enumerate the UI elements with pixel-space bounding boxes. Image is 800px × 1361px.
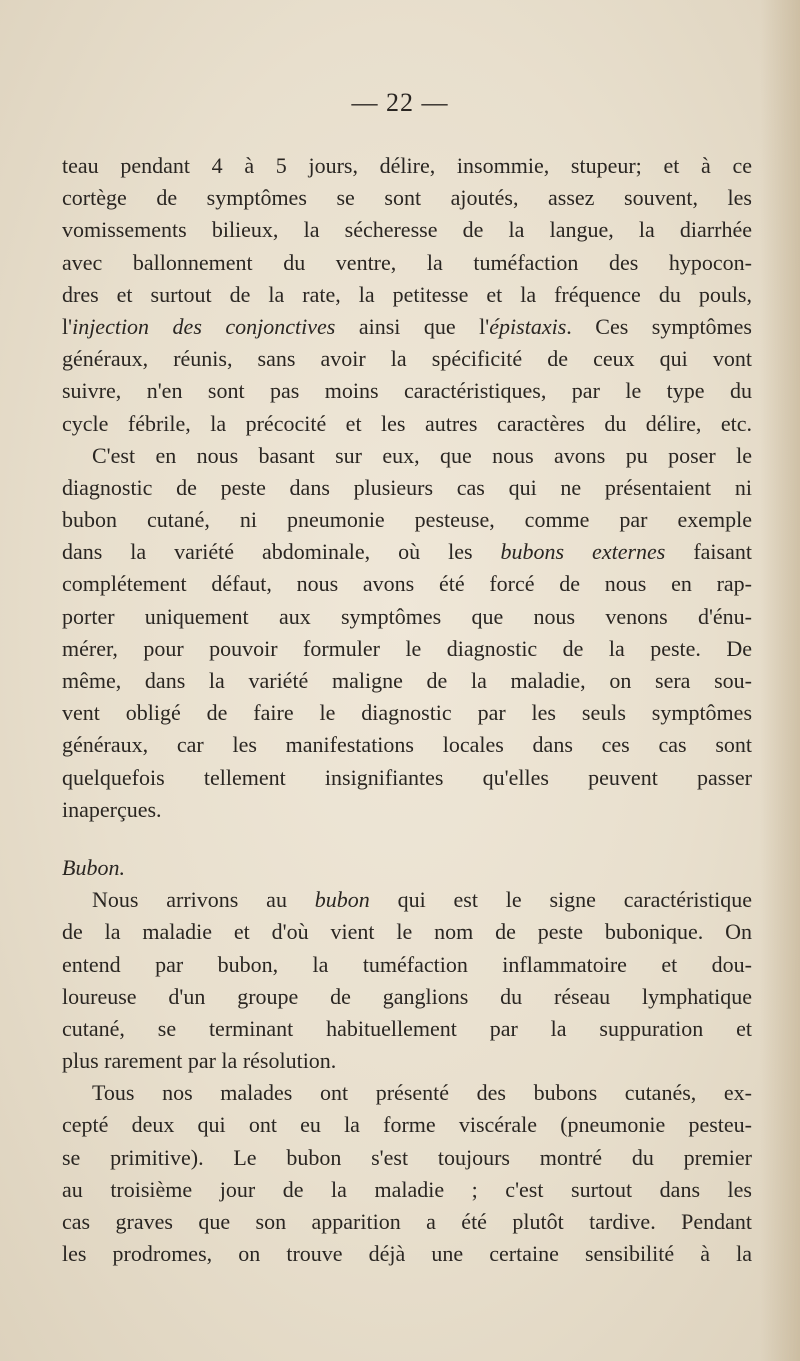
- text-run: Nous arrivons au: [92, 887, 315, 913]
- text-line: inaperçues.: [62, 796, 162, 822]
- italic-term-bubons-externes: bubons externes: [500, 539, 666, 565]
- text-line: entend par bubon, la tuméfaction inflammatoire et dou-: [62, 951, 752, 977]
- text-run: dans la variété abdominale, où les: [62, 539, 501, 565]
- text-line: dres et surtout de la rate, la petitesse et la fréquence du pouls,: [62, 281, 752, 307]
- text-line: complétement défaut, nous avons été forcé de nous en rap-: [62, 571, 752, 597]
- text-line: loureuse d'un groupe de ganglions du réseau lymphatique: [62, 983, 752, 1009]
- body-text: [62, 150, 752, 1270]
- text-line: [62, 536, 752, 568]
- text-line: se primitive). Le bubon s'est toujours montré du premier: [62, 1144, 752, 1170]
- paragraph-symptoms: [62, 150, 752, 826]
- text-line: bubon cutané, ni pneumonie pesteuse, comme par exemple: [62, 507, 752, 533]
- text-line: vent obligé de faire le diagnostic par les seuls symptômes: [62, 700, 752, 726]
- text-line: cas graves que son apparition a été plutôt tardive. Pendant: [62, 1209, 752, 1234]
- text-run: l': [62, 313, 73, 339]
- text-line: plus rarement par la résolution.: [62, 1048, 337, 1074]
- text-line: au troisième jour de la maladie ; c'est surtout dans les: [62, 1176, 752, 1202]
- text-line: généraux, réunis, sans avoir la spécificité de ceux qui vont: [62, 346, 752, 372]
- text-line: cortège de symptômes se sont ajoutés, assez souvent, les: [62, 185, 752, 211]
- text-line: cycle fébrile, la précocité et les autres caractères du délire, etc.: [62, 410, 752, 436]
- text-line: même, dans la variété maligne de la maladie, on sera sou-: [62, 668, 752, 693]
- italic-term-bubon: bubon: [314, 887, 370, 913]
- italic-term-epistaxis: épistaxis: [489, 313, 567, 339]
- text-line: cutané, se terminant habituellement par la suppuration et: [62, 1015, 752, 1041]
- paragraph-bubon-observations: [62, 1077, 752, 1270]
- section-heading-bubon: Bubon.: [62, 854, 125, 880]
- page-edge-shadow: [760, 0, 800, 1361]
- text-line: diagnostic de peste dans plusieurs cas qui ne présentaient ni: [62, 474, 752, 500]
- text-line: généraux, car les manifestations locales dans ces cas sont: [62, 732, 752, 758]
- text-line: [62, 884, 752, 916]
- text-line: Tous nos malades ont présenté des bubons cutanés, ex-: [92, 1080, 752, 1106]
- text-line: suivre, n'en sont pas moins caractéristiques, par le type du: [62, 378, 752, 404]
- section-gap: [62, 826, 752, 852]
- text-line: les prodromes, on trouve déjà une certaine sensibilité à la: [62, 1241, 752, 1267]
- text-line: de la maladie et d'où vient le nom de peste bubonique. On: [62, 919, 752, 945]
- italic-term-injection: injection des conjonctives: [72, 313, 336, 339]
- text-line: vomissements bilieux, la sécheresse de la langue, la diarrhée: [62, 217, 752, 243]
- paragraph-bubon-definition: [62, 884, 752, 1077]
- text-line: C'est en nous basant sur eux, que nous avons pu poser le: [92, 442, 752, 468]
- text-line: avec ballonnement du ventre, la tuméfaction des hypocon-: [62, 249, 752, 275]
- text-line: porter uniquement aux symptômes que nous venons d'énu-: [62, 603, 752, 629]
- text-run: . Ces symptômes: [566, 313, 752, 339]
- text-line: mérer, pour pouvoir formuler le diagnostic de la peste. De: [62, 635, 752, 661]
- text-line: [62, 311, 752, 343]
- text-line: cepté deux qui ont eu la forme viscérale (pneumonie pesteu-: [62, 1112, 752, 1138]
- text-line: quelquefois tellement insignifiantes qu'elles peuvent passer: [62, 764, 752, 790]
- text-run: qui est le signe caractéristique: [369, 887, 752, 913]
- text-line: teau pendant 4 à 5 jours, délire, insommie, stupeur; et à ce: [62, 153, 752, 178]
- text-run: ainsi que l': [335, 313, 490, 339]
- text-run: faisant: [665, 539, 752, 565]
- page-number: — 22 —: [351, 88, 449, 117]
